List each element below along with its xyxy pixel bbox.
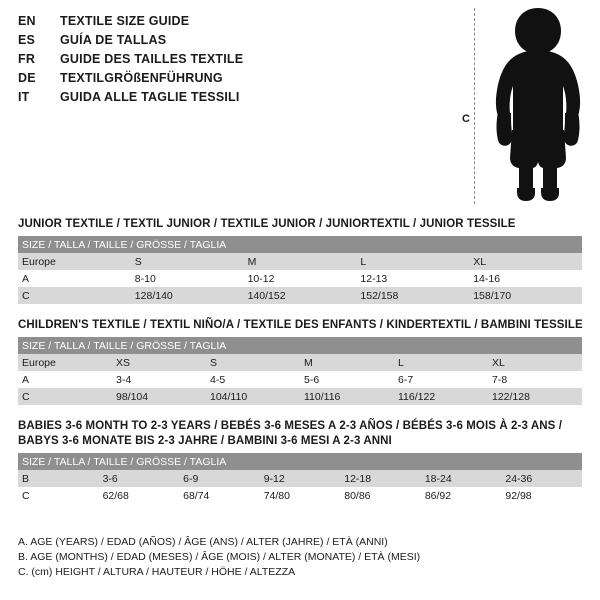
cell-value: 74/80: [260, 487, 341, 504]
cell-value: 18-24: [421, 470, 502, 487]
section-title-children: CHILDREN'S TEXTILE / TEXTIL NIÑO/A / TEXTILE DES ENFANTS / KINDERTEXTIL / BAMBINI TESSILE: [18, 319, 583, 331]
row-label-europe: Europe: [18, 253, 131, 270]
cell-value: 8-10: [131, 270, 244, 287]
height-marker-label: C: [462, 113, 470, 125]
table-row: [18, 470, 582, 487]
cell-value: 6-7: [394, 371, 488, 388]
language-row-it: [18, 90, 438, 109]
language-title-de: TEXTILGRÖßENFÜHRUNG: [60, 71, 223, 85]
cell-value: 6-9: [179, 470, 260, 487]
legend-block: [18, 535, 578, 580]
cell-value: 24-36: [501, 470, 582, 487]
cell-value: 12-18: [340, 470, 421, 487]
height-dashed-line: [474, 8, 475, 204]
table-junior: [18, 236, 582, 304]
table-header-label-babies: SIZE / TALLA / TAILLE / GRÖSSE / TAGLIA: [18, 453, 582, 470]
section-title-babies-line1: BABIES 3-6 MONTH TO 2-3 YEARS / BEBÉS 3-6 MESES A 2-3 AÑOS / BÉBÉS 3-6 MOIS À 2-3 ANS /: [18, 420, 562, 432]
table-header-label-children: SIZE / TALLA / TAILLE / GRÖSSE / TAGLIA: [18, 337, 582, 354]
cell-value: 116/122: [394, 388, 488, 405]
table-header-label-junior: SIZE / TALLA / TAILLE / GRÖSSE / TAGLIA: [18, 236, 582, 253]
language-code-de: DE: [18, 71, 36, 85]
row-label-b: B: [18, 470, 99, 487]
cell-value: 10-12: [244, 270, 357, 287]
table-row: [18, 371, 582, 388]
language-row-en: [18, 14, 438, 33]
table-row: [18, 337, 582, 354]
table-row: [18, 270, 582, 287]
cell-value: XS: [112, 354, 206, 371]
cell-value: S: [206, 354, 300, 371]
cell-value: 12-13: [356, 270, 469, 287]
cell-value: M: [244, 253, 357, 270]
cell-value: 158/170: [469, 287, 582, 304]
language-code-en: EN: [18, 14, 36, 28]
section-title-babies-line2: BABYS 3-6 MONATE BIS 2-3 JAHRE / BAMBINI 3-6 MESI A 2-3 ANNI: [18, 435, 392, 447]
language-row-de: [18, 71, 438, 90]
table-row: [18, 453, 582, 470]
row-label-a: A: [18, 270, 131, 287]
cell-value: M: [300, 354, 394, 371]
cell-value: XL: [469, 253, 582, 270]
row-label-europe: Europe: [18, 354, 112, 371]
legend-line-c: C. (cm) HEIGHT / ALTURA / HAUTEUR / HÖHE / ALTEZZA: [18, 566, 296, 578]
cell-value: 98/104: [112, 388, 206, 405]
cell-value: 7-8: [488, 371, 582, 388]
cell-value: 128/140: [131, 287, 244, 304]
toddler-silhouette-icon: [486, 6, 590, 202]
cell-value: XL: [488, 354, 582, 371]
cell-value: 68/74: [179, 487, 260, 504]
language-title-en: TEXTILE SIZE GUIDE: [60, 14, 190, 28]
table-row: [18, 236, 582, 253]
table-row: [18, 487, 582, 504]
language-title-fr: GUIDE DES TAILLES TEXTILE: [60, 52, 244, 66]
legend-line-a: A. AGE (YEARS) / EDAD (AÑOS) / ÂGE (ANS) / ALTER (JAHRE) / ETÀ (ANNI): [18, 536, 388, 548]
language-row-es: [18, 33, 438, 52]
language-code-it: IT: [18, 90, 30, 104]
cell-value: L: [394, 354, 488, 371]
table-children: [18, 337, 582, 405]
cell-value: 3-4: [112, 371, 206, 388]
cell-value: 14-16: [469, 270, 582, 287]
cell-value: 5-6: [300, 371, 394, 388]
cell-value: 92/98: [501, 487, 582, 504]
cell-value: 3-6: [99, 470, 180, 487]
cell-value: 122/128: [488, 388, 582, 405]
language-code-es: ES: [18, 33, 36, 47]
table-row: [18, 287, 582, 304]
cell-value: 62/68: [99, 487, 180, 504]
cell-value: 152/158: [356, 287, 469, 304]
row-label-a: A: [18, 371, 112, 388]
table-row: [18, 388, 582, 405]
cell-value: S: [131, 253, 244, 270]
table-babies: [18, 453, 582, 504]
table-row: [18, 253, 582, 270]
language-title-it: GUIDA ALLE TAGLIE TESSILI: [60, 90, 240, 104]
cell-value: 104/110: [206, 388, 300, 405]
cell-value: 86/92: [421, 487, 502, 504]
height-figure: [452, 6, 592, 206]
language-title-block: [18, 14, 438, 109]
language-row-fr: [18, 52, 438, 71]
row-label-c: C: [18, 287, 131, 304]
cell-value: 4-5: [206, 371, 300, 388]
row-label-c: C: [18, 487, 99, 504]
language-title-es: GUÍA DE TALLAS: [60, 33, 167, 47]
cell-value: 9-12: [260, 470, 341, 487]
section-title-junior: JUNIOR TEXTILE / TEXTIL JUNIOR / TEXTILE JUNIOR / JUNIORTEXTIL / JUNIOR TESSILE: [18, 218, 516, 230]
cell-value: 140/152: [244, 287, 357, 304]
row-label-c: C: [18, 388, 112, 405]
cell-value: 80/86: [340, 487, 421, 504]
cell-value: L: [356, 253, 469, 270]
cell-value: 110/116: [300, 388, 394, 405]
language-code-fr: FR: [18, 52, 36, 66]
legend-line-b: B. AGE (MONTHS) / EDAD (MESES) / ÂGE (MOIS) / ALTER (MONATE) / ETÀ (MESI): [18, 551, 421, 563]
table-row: [18, 354, 582, 371]
